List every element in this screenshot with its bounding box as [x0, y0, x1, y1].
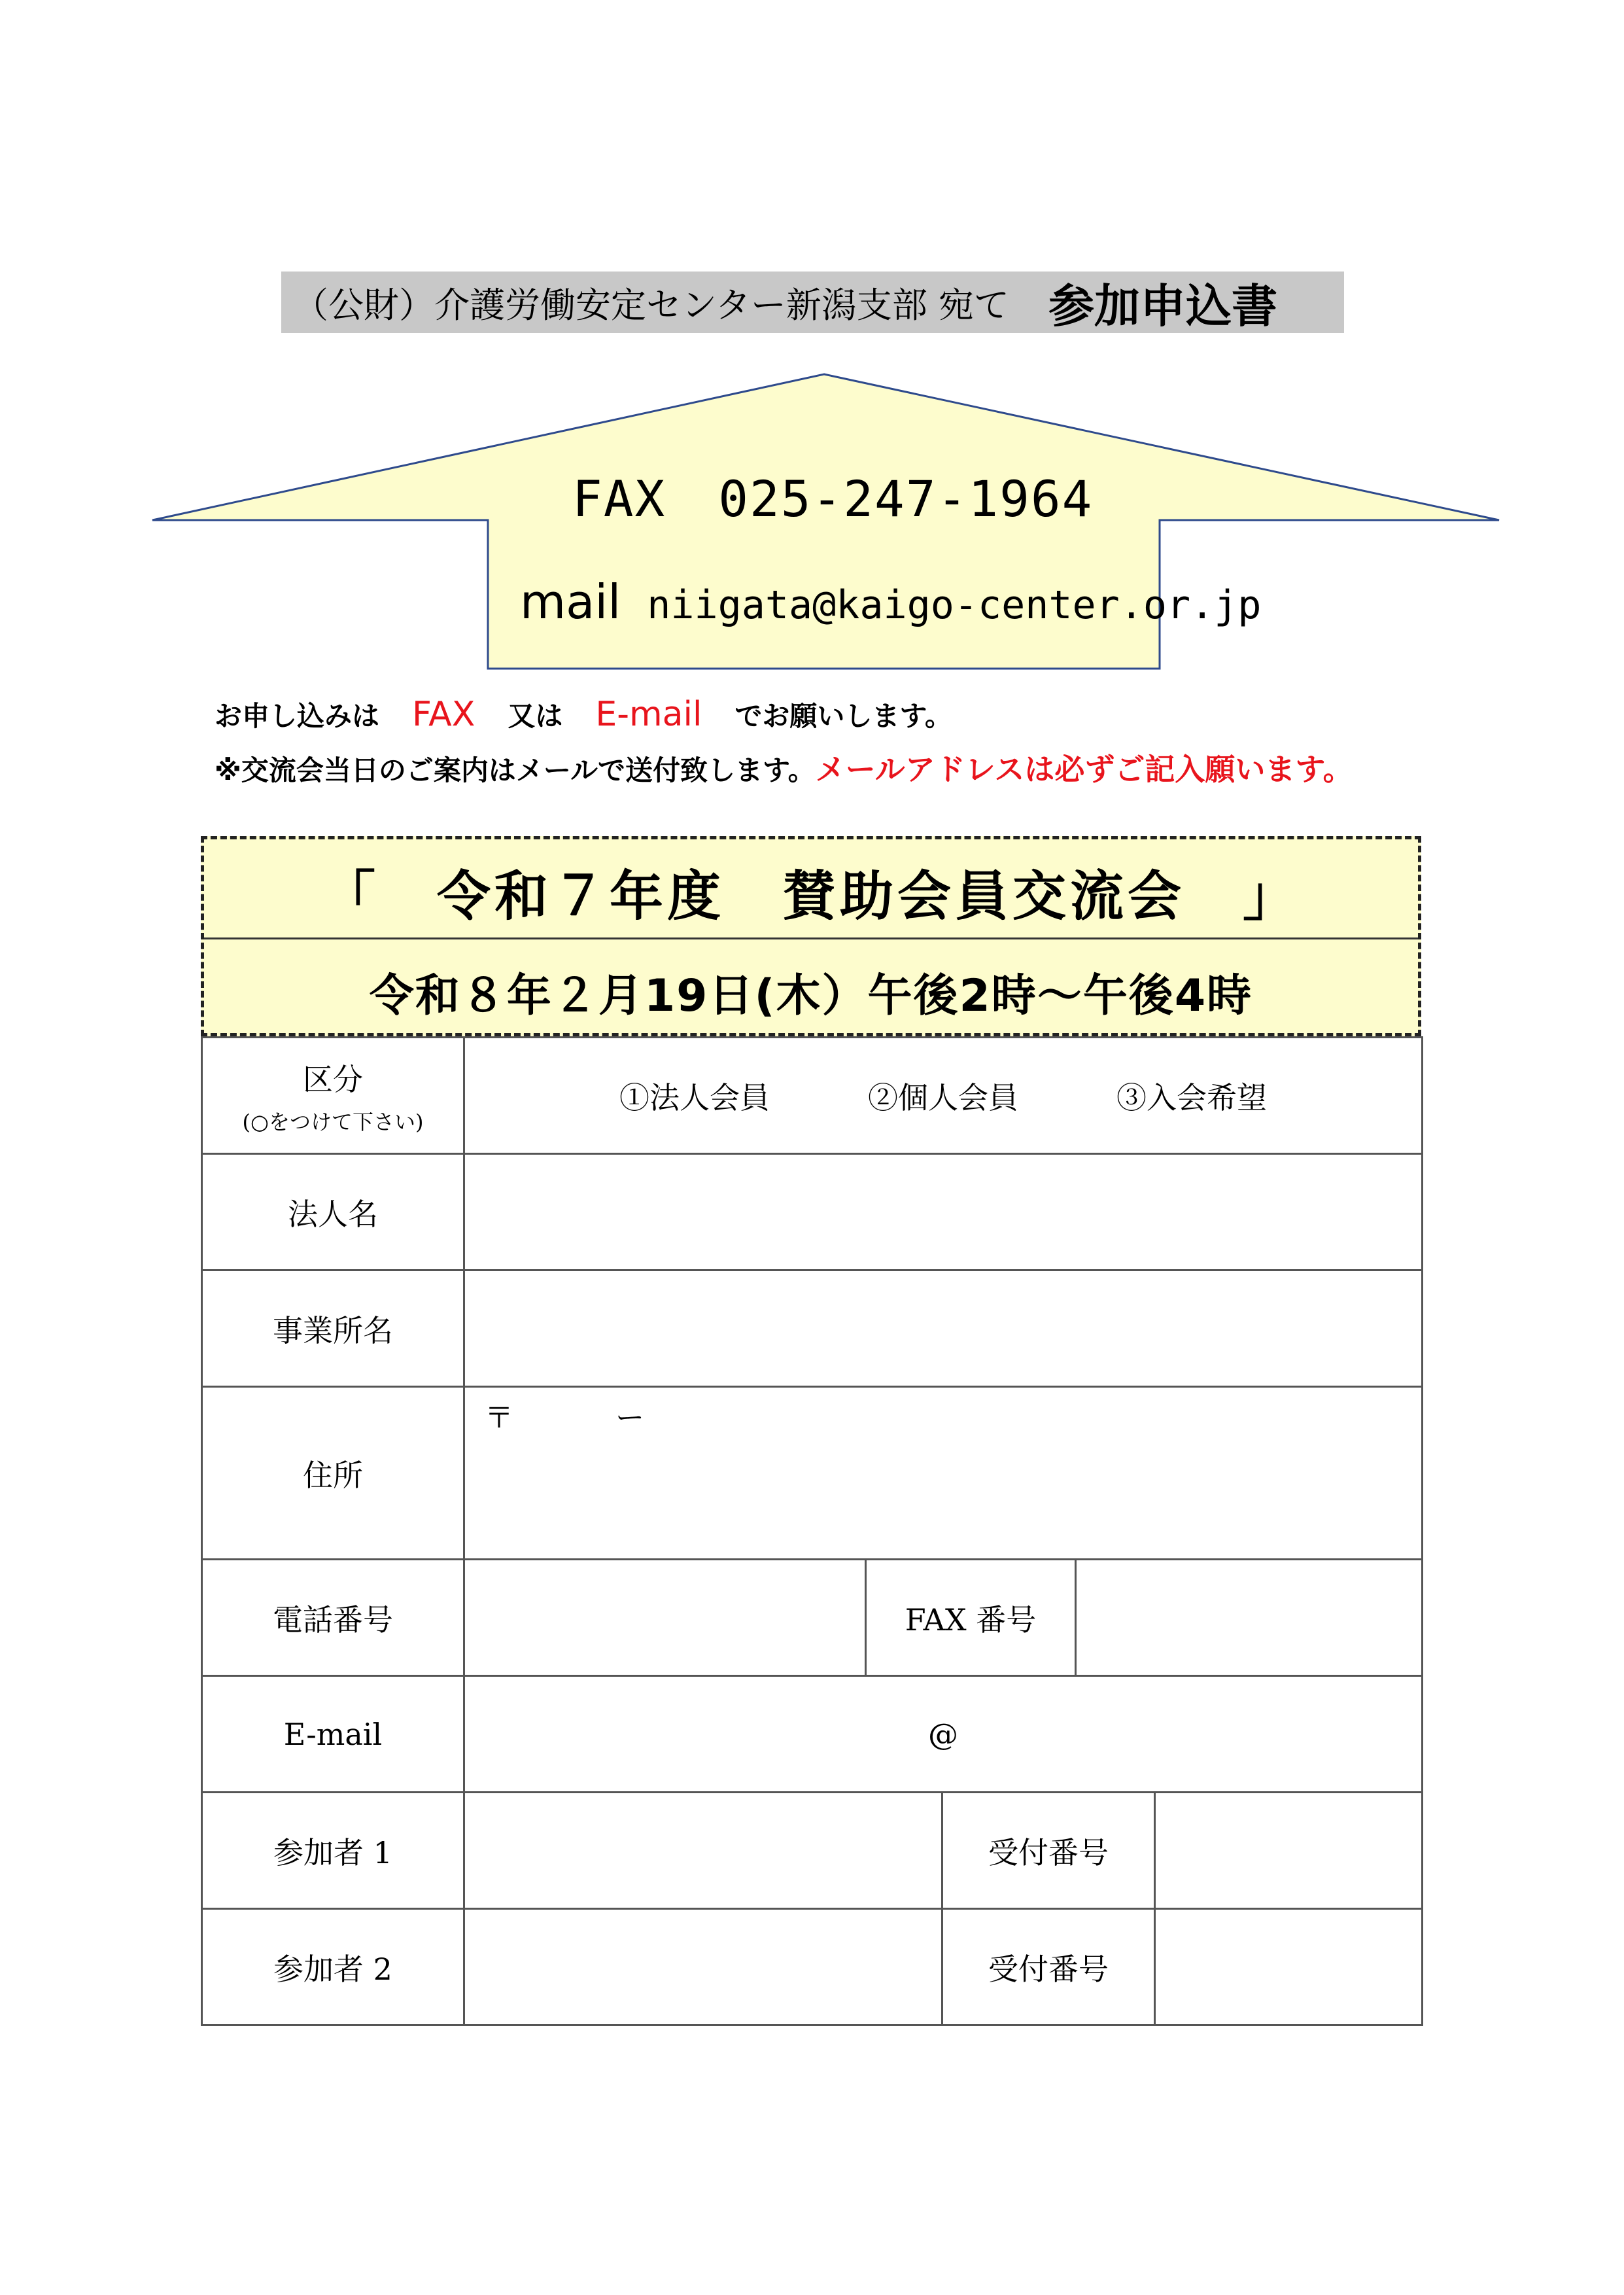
- addressee-text: （公財）介護労働安定センター新潟支部 宛て: [293, 284, 1010, 326]
- option-individual-member[interactable]: ②個人会員: [868, 1079, 1019, 1115]
- event-date: 令和８年２月19日(木）午後2時～午後4時: [369, 970, 1253, 1022]
- category-options-cell: [464, 1038, 1423, 1154]
- postal-dash: ー: [615, 1401, 644, 1435]
- participant-2-label: 参加者 2: [202, 1909, 464, 2025]
- form-title: 参加申込書: [1048, 279, 1278, 333]
- fax-number-field[interactable]: [1076, 1560, 1423, 1676]
- category-row: [202, 1038, 1423, 1154]
- phone-field[interactable]: [464, 1560, 866, 1676]
- instruction-warning: メールアドレスは必ずご記入願います。: [815, 752, 1353, 787]
- postal-mark: 〒: [485, 1401, 513, 1435]
- fax-number-label: FAX 番号: [866, 1560, 1076, 1676]
- instruction-prefix: お申し込みは: [215, 700, 380, 732]
- participant-1-row: [202, 1793, 1423, 1909]
- instruction-note: ※交流会当日のご案内はメールで送付致します。: [215, 754, 816, 786]
- office-name-field[interactable]: [464, 1270, 1423, 1387]
- fax-contact: [572, 470, 1093, 528]
- instruction-suffix: でお願いします。: [734, 700, 953, 732]
- mail-contact: [520, 574, 1261, 629]
- participant-1-label: 参加者 1: [202, 1793, 464, 1909]
- mail-label: mail: [520, 574, 621, 629]
- event-divider: [204, 937, 1418, 939]
- event-title: 「 令和７年度 賛助会員交流会 」: [321, 866, 1300, 928]
- corp-name-row: [202, 1154, 1423, 1270]
- reception-number-2-label: 受付番号: [942, 1909, 1155, 2025]
- email-field[interactable]: [464, 1676, 1423, 1793]
- option-corporate-member[interactable]: ①法人会員: [619, 1079, 770, 1115]
- participant-2-row: [202, 1909, 1423, 2025]
- mail-address[interactable]: niigata@kaigo-center.or.jp: [647, 582, 1262, 628]
- office-name-row: [202, 1270, 1423, 1387]
- address-field[interactable]: [464, 1387, 1423, 1560]
- reception-number-2-field[interactable]: [1155, 1909, 1423, 2025]
- corp-name-label: 法人名: [202, 1154, 464, 1270]
- option-membership-request[interactable]: ③入会希望: [1116, 1079, 1268, 1115]
- event-banner: [201, 836, 1421, 1036]
- application-form: [201, 1036, 1423, 2026]
- category-label: 区分: [303, 1061, 363, 1097]
- instruction-or: 又は: [508, 700, 563, 732]
- phone-row: [202, 1560, 1423, 1676]
- email-at-sign: @: [928, 1716, 959, 1752]
- participant-2-field[interactable]: [464, 1909, 942, 2025]
- fax-label: FAX: [572, 470, 666, 528]
- email-row: [202, 1676, 1423, 1793]
- instruction-fax: FAX: [412, 695, 475, 734]
- category-label-cell: [202, 1038, 464, 1154]
- email-label: E-mail: [202, 1676, 464, 1793]
- address-label: 住所: [202, 1387, 464, 1560]
- instruction-line-2: [215, 746, 1353, 789]
- reception-number-1-label: 受付番号: [942, 1793, 1155, 1909]
- participant-1-field[interactable]: [464, 1793, 942, 1909]
- address-row: [202, 1387, 1423, 1560]
- instruction-line-1: [215, 695, 952, 734]
- instruction-email: E-mail: [595, 695, 702, 734]
- corp-name-field[interactable]: [464, 1154, 1423, 1270]
- office-name-label: 事業所名: [202, 1270, 464, 1387]
- phone-label: 電話番号: [202, 1560, 464, 1676]
- category-note: (○をつけて下さい): [242, 1109, 424, 1134]
- reception-number-1-field[interactable]: [1155, 1793, 1423, 1909]
- fax-number: 025-247-1964: [718, 470, 1094, 528]
